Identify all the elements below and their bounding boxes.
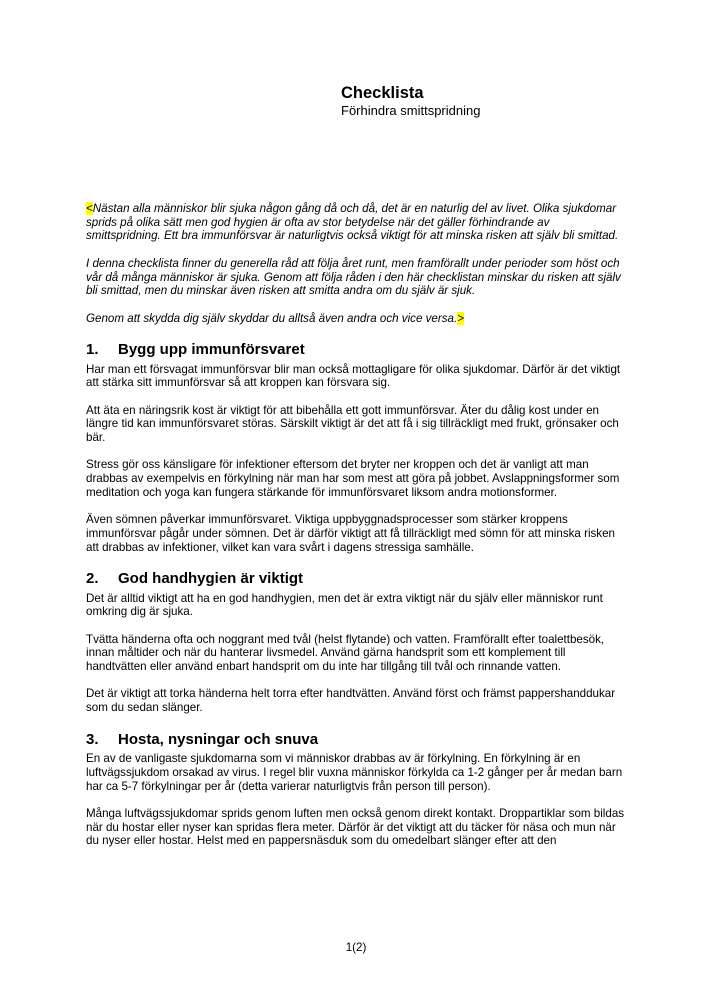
intro-paragraph-3-text: Genom att skydda dig själv skyddar du alltså även andra och vice versa. xyxy=(86,311,458,325)
page-number: 1(2) xyxy=(345,941,367,954)
section-heading xyxy=(86,570,626,587)
body-paragraph: Det är viktigt att torka händerna helt torra efter handtvätten. Använd först och främst pappershanddukar som du sedan slänger. xyxy=(86,687,616,715)
body-paragraph: En av de vanligaste sjukdomarna som vi människor drabbas av är förkylning. En förkylning är en luftvägssjukdom orsakad av virus. I regel blir vuxna människor förkylda ca 1-2 gånger per år medan barn har ca 5-7 förkylningar per år (detta varierar naturligtvis från person till person). xyxy=(86,752,623,793)
section-number: 3. xyxy=(86,730,99,748)
section-hand-hygiene xyxy=(86,570,626,715)
title-block xyxy=(341,84,480,120)
body-paragraph: Det är alltid viktigt att ha en god handhygien, men det är extra viktigt när du själv eller människor runt omkring dig är sjuka. xyxy=(86,591,603,619)
section-title: Hosta, nysningar och snuva xyxy=(118,730,319,748)
section-title: God handhygien är viktigt xyxy=(118,570,304,588)
intro-paragraph-2: I denna checklista finner du generella råd att följa året runt, men framförallt under perioder som höst och vår då många människor är sjuka. Genom att följa råden i den här checklistan minskar du risken att själv bli smittad, men du minskar även risken att smitta andra om du själv är sjuk. xyxy=(86,256,621,298)
highlight-open-marker: < xyxy=(86,202,93,215)
intro-paragraph-3 xyxy=(86,312,626,326)
section-number: 1. xyxy=(86,341,99,359)
document-subtitle: Förhindra smittspridning xyxy=(341,102,481,118)
document-title: Checklista xyxy=(341,84,424,102)
body-paragraph: Även sömnen påverkar immunförsvaret. Viktiga uppbyggnadsprocesser som stärker kroppens immunförsvar pågår under sömnen. Det är därför viktigt att få tillräckligt med sömn för att minska risken att drabbas av infektioner, vilket kan vara svårt i dagens stressiga samhälle. xyxy=(86,513,616,554)
section-coughs-sneezes xyxy=(86,731,626,848)
section-immune-system xyxy=(86,341,626,554)
body-paragraph: Många luftvägssjukdomar sprids genom luften men också genom direkt kontakt. Droppartiklar som bildas när du hostar eller nyser kan spridas flera meter. Därför är det viktigt att du täcker för näsa och mun när du nyser eller hostar. Helst med en pappersnäsduk som du omedelbart slänger efter att den xyxy=(86,806,625,848)
body-paragraph: Stress gör oss känsligare för infektioner eftersom det bryter ner kroppen och det är vanligt att man drabbas av exempelvis en förkylning när man har som mest att göra på jobbet. Avslappningsformer som meditation och yoga kan fungera stärkande för immunförsvaret liksom andra motionsformer. xyxy=(86,458,620,499)
page-footer xyxy=(86,941,626,954)
highlight-close-marker: > xyxy=(457,311,464,325)
intro-paragraph-1-text: Nästan alla människor blir sjuka någon gång då och då, det är en naturlig del av livet. Olika sjukdomar sprids på olika sätt men god hygien är ofta av stor betydelse när det gäller förhindrande av smittspridning. Ett bra immunförsvar är naturligtvis också viktigt för att minska risken att själv bli smittad. xyxy=(86,202,619,243)
section-number: 2. xyxy=(86,570,99,588)
section-heading xyxy=(86,731,626,748)
document-body xyxy=(86,202,626,862)
intro-paragraph-1 xyxy=(86,202,626,243)
body-paragraph: Att äta en näringsrik kost är viktigt för att bibehålla ett gott immunförsvar. Äter du dålig kost under en längre tid kan immunförsvaret störas. Särskilt viktigt är det att få i sig tillräckligt med frukt, grönsaker och bär. xyxy=(86,403,619,445)
section-title: Bygg upp immunförsvaret xyxy=(118,341,305,359)
section-heading xyxy=(86,341,626,358)
body-paragraph: Har man ett försvagat immunförsvar blir man också mottagligare för olika sjukdomar. Därför är det viktigt att stärka sitt immunförsvar så att kroppen kan försvara sig. xyxy=(86,362,621,390)
body-paragraph: Tvätta händerna ofta och noggrant med tvål (helst flytande) och vatten. Framförallt efter toalettbesök, innan måltider och när du hanterar livsmedel. Använd gärna handsprit som ett komplement till handtvätten eller använd enbart handsprit om du inte har tillgång till tvål och rinnande vatten. xyxy=(86,632,605,674)
